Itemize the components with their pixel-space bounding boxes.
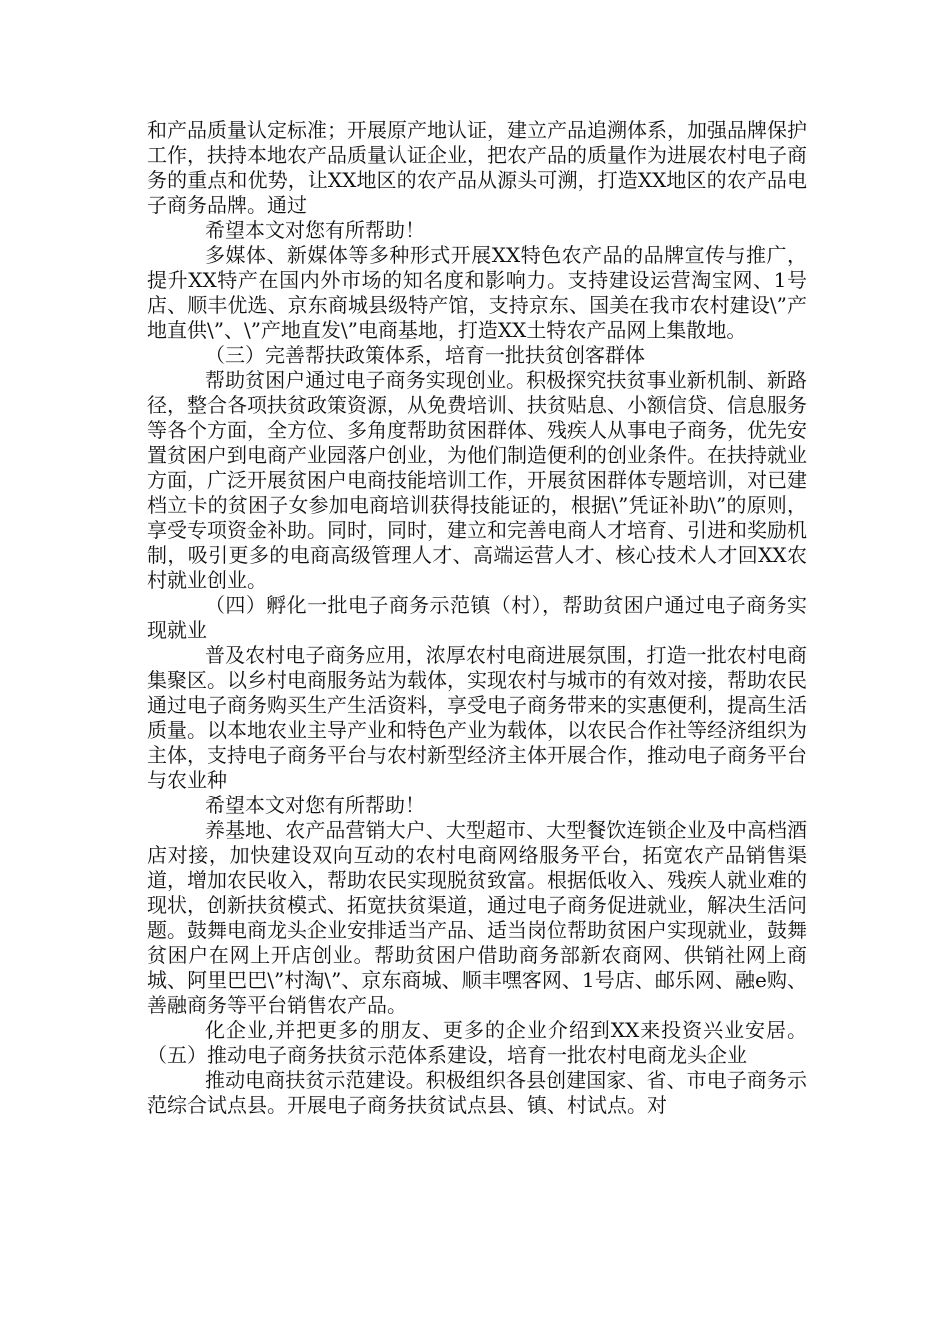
section-heading-3: （三）完善帮扶政策体系，培育一批扶贫创客群体: [205, 343, 645, 367]
paragraph-5: 帮助贫困户通过电子商务实现创业。积极探究扶贫事业新机制、新路径，整合各项扶贫政策资源，从免费培训、扶贫贴息、小额信贷、信息服务等各个方面，全方位、多角度帮助贫困群体、残疾人从事电子商务，优先安置贫困户到电商产业园落户创业，为他们制造便利的创业条件。在扶持就业方面，广泛开展贫困户电商技能培训工作，开展贫困群体专题培训，对已建档立卡的贫困子女参加电商培训获得技能证的，根据\”凭证补助\”的原则，享受专项资金补助。同时，同时，建立和完善电商人才培育、引进和奖励机制，吸引更多的电商高级管理人才、高端运营人才、核心技术人才回XX农村就业创业。: [147, 368, 807, 592]
section-heading-4: （四）孵化一批电子商务示范镇（村），帮助贫困户通过电子商务实现就业: [147, 593, 807, 642]
paragraph-1: 和产品质量认定标准；开展原产地认证，建立产品追溯体系，加强品牌保护工作，扶持本地农产品质量认证企业，把农产品的质量作为进展农村电子商务的重点和优势，让XX地区的农产品从源头可溯，打造XX地区的农产品电子商务品牌。通过: [147, 118, 807, 217]
paragraph-8: 希望本文对您有所帮助！: [205, 793, 425, 817]
paragraph-7: 普及农村电子商务应用，浓厚农村电商进展氛围，打造一批农村电商集聚区。以乡村电商服务站为载体，实现农村与城市的有效对接，帮助农民通过电子商务购买生产生活资料，享受电子商务带来的实惠便利，提高生活质量。以本地农业主导产业和特色产业为载体，以农民合作社等经济组织为主体，支持电子商务平台与农村新型经济主体开展合作，推动电子商务平台与农业种: [147, 643, 807, 792]
paragraph-11: 推动电商扶贫示范建设。积极组织各县创建国家、省、市电子商务示范综合试点县。开展电子商务扶贫试点县、镇、村试点。对: [147, 1068, 807, 1117]
document-body: [147, 118, 807, 1118]
paragraph-9: 养基地、农产品营销大户、大型超市、大型餐饮连锁企业及中高档酒店对接，加快建设双向互动的农村电商网络服务平台，拓宽农产品销售渠道，增加农民收入，帮助农民实现脱贫致富。根据低收入、残疾人就业难的现状，创新扶贫模式、拓宽扶贫渠道，通过电子商务促进就业，解决生活问题。鼓舞电商龙头企业安排适当产品、适当岗位帮助贫困户实现就业，鼓舞贫困户在网上开店创业。帮助贫困户借助商务部新农商网、供销社网上商城、阿里巴巴\”村淘\”、京东商城、顺丰嘿客网、1号店、邮乐网、融e购、善融商务等平台销售农产品。: [147, 818, 807, 1017]
paragraph-2: 希望本文对您有所帮助！: [205, 218, 425, 242]
paragraph-10: 化企业,并把更多的朋友、更多的企业介绍到XX来投资兴业安居。（五）推动电子商务扶贫示范体系建设，培育一批农村电商龙头企业: [147, 1018, 807, 1067]
paragraph-3: 多媒体、新媒体等多种形式开展XX特色农产品的品牌宣传与推广，提升XX特产在国内外市场的知名度和影响力。支持建设运营淘宝网、1号店、顺丰优选、京东商城县级特产馆，支持京东、国美在我市农村建设\”产地直供\”、\”产地直发\”电商基地，打造XX土特农产品网上集散地。: [147, 243, 807, 342]
